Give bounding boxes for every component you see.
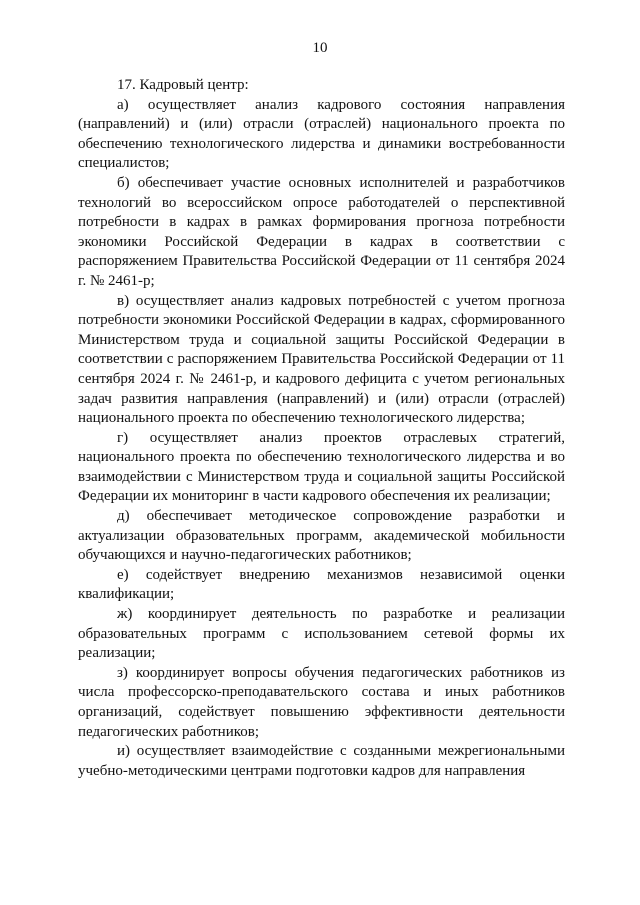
section-heading: 17. Кадровый центр: bbox=[117, 77, 249, 93]
list-item-v: в) осуществляет анализ кадровых потребностей с учетом прогноза потребности экономики Российской Федерации в кадрах, сформированного Министерством труда и социальной защиты Российской Федерации в соответствии с распоряжением Правительства Российской Федерации от 11 сентября 2024 г. № 2461-р, и кадрового дефицита с учетом региональных задач развития направления (направлений) и (или) отрасли (отраслей) национального проекта по обеспечению технологического лидерства; bbox=[78, 292, 565, 427]
list-item-i: и) осуществляет взаимодействие с созданными межрегиональными учебно-методическими центрами подготовки кадров для направления bbox=[78, 743, 565, 779]
page-number: 10 bbox=[312, 40, 328, 56]
list-item-g: г) осуществляет анализ проектов отраслевых стратегий, национального проекта по обеспечению технологического лидерства и во взаимодействии с Министерством труда и социальной защиты Российской Федерации их мониторинг в части кадрового обеспечения их реализации; bbox=[78, 429, 565, 505]
list-item-z: з) координирует вопросы обучения педагогических работников из числа профессорско-преподавательского состава и иных работников организаций, содействует повышению эффективности деятельности педагогических работников; bbox=[78, 664, 565, 740]
document-body bbox=[78, 76, 565, 781]
list-item-d: д) обеспечивает методическое сопровождение разработки и актуализации образовательных программ, академической мобильности обучающихся и научно-педагогических работников; bbox=[78, 508, 565, 564]
list-item-b: б) обеспечивает участие основных исполнителей и разработчиков технологий во всероссийском опросе работодателей о перспективной потребности в кадрах в рамках формирования прогноза потребности экономики Российской Федерации в кадрах в соответствии с распоряжением Правительства Российской Федерации от 11 сентября 2024 г. № 2461-р; bbox=[78, 174, 565, 289]
list-item-a: а) осуществляет анализ кадрового состояния направления (направлений) и (или) отрасли (отраслей) национального проекта по обеспечению технологического лидерства и динамики востребованности специалистов; bbox=[78, 96, 565, 172]
list-item-zh: ж) координирует деятельность по разработке и реализации образовательных программ с использованием сетевой формы их реализации; bbox=[78, 606, 565, 662]
list-item-e: е) содействует внедрению механизмов независимой оценки квалификации; bbox=[78, 566, 565, 603]
